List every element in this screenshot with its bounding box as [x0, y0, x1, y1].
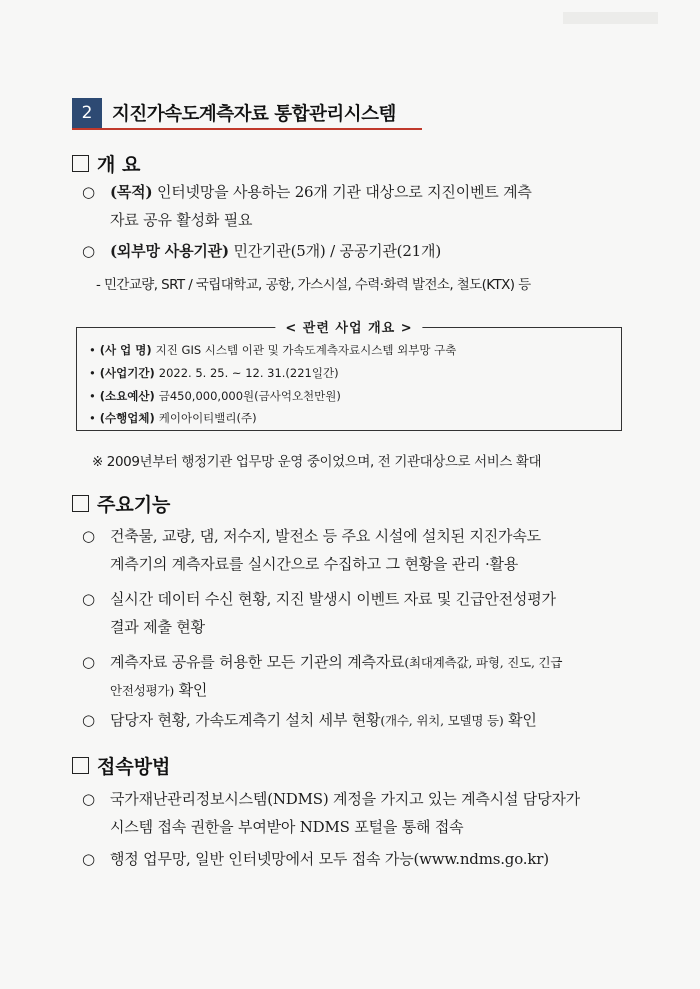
overview-purpose-cont: 자료 공유 활성화 필요 — [110, 211, 253, 229]
section-features — [72, 490, 170, 517]
circle-bullet-icon: ○ — [82, 242, 95, 260]
overview-users-detail: - 민간교량, SRT / 국립대학교, 공항, 가스시설, 수력·화력 발전소, 철도(KTX) 등 — [96, 277, 531, 293]
section-features-label: 주요기능 — [97, 494, 171, 516]
circle-bullet-icon: ○ — [82, 590, 95, 608]
access-item: ○ 국가재난관리정보시스템(NDMS) 계정을 가지고 있는 계측시설 담당자가 — [82, 790, 580, 808]
checkbox-square-icon — [72, 757, 89, 774]
checkbox-square-icon — [72, 495, 89, 512]
circle-bullet-icon: ○ — [82, 850, 95, 868]
overview-purpose: ○ (목적) 인터넷망을 사용하는 26개 기관 대상으로 지진이벤트 계측 — [82, 183, 532, 201]
project-item: • (사업기간) 2022. 5. 25. ~ 12. 31.(221일간) — [89, 366, 339, 380]
project-item: • (수행업체) 케이아이티밸리(주) — [89, 411, 257, 425]
project-box-title: < 관련 사업 개요 > — [275, 317, 422, 336]
feature-item-cont: 결과 제출 현황 — [110, 618, 205, 636]
feature-item: ○ 담당자 현황, 가속도계측기 설치 세부 현황(개수, 위치, 모델명 등) 확인 — [82, 711, 537, 729]
project-item: • (소요예산) 금450,000,000원(금사억오천만원) — [89, 389, 341, 403]
project-overview-box — [76, 321, 622, 431]
section-access-label: 접속방법 — [97, 756, 171, 778]
feature-item-cont: 안전성평가) 확인 — [110, 681, 208, 699]
page-title: 지진가속도계측자료 통합관리시스템 — [112, 104, 396, 125]
title-underline — [72, 128, 422, 130]
header-scan-mark — [563, 12, 658, 24]
section-overview-label: 개 요 — [97, 154, 141, 176]
feature-item: ○ 건축물, 교량, 댐, 저수지, 발전소 등 주요 시설에 설치된 지진가속도 — [82, 527, 541, 545]
service-note: ※ 2009년부터 행정기관 업무망 운영 중이었으며, 전 기관대상으로 서비스 확대 — [92, 454, 542, 470]
checkbox-square-icon — [72, 155, 89, 172]
feature-item-cont: 계측기의 계측자료를 실시간으로 수집하고 그 현황을 관리 ·활용 — [110, 555, 519, 573]
section-overview — [72, 150, 140, 177]
circle-bullet-icon: ○ — [82, 527, 95, 545]
project-item: • (사 업 명) 지진 GIS 시스템 이관 및 가속도계측자료시스템 외부망 구축 — [89, 343, 457, 357]
access-item: ○ 행정 업무망, 일반 인터넷망에서 모두 접속 가능(www.ndms.go.kr) — [82, 850, 549, 868]
section-access — [72, 752, 170, 779]
overview-users: ○ (외부망 사용기관) 민간기관(5개) / 공공기관(21개) — [82, 242, 441, 260]
section-number: 2 — [72, 98, 102, 128]
section-heading — [72, 98, 396, 128]
access-item-cont: 시스템 접속 권한을 부여받아 NDMS 포털을 통해 접속 — [110, 818, 464, 836]
circle-bullet-icon: ○ — [82, 790, 95, 808]
feature-item: ○ 실시간 데이터 수신 현황, 지진 발생시 이벤트 자료 및 긴급안전성평가 — [82, 590, 556, 608]
circle-bullet-icon: ○ — [82, 653, 95, 671]
circle-bullet-icon: ○ — [82, 183, 95, 201]
feature-item: ○ 계측자료 공유를 허용한 모든 기관의 계측자료(최대계측값, 파형, 진도, 긴급 — [82, 653, 563, 671]
circle-bullet-icon: ○ — [82, 711, 95, 729]
